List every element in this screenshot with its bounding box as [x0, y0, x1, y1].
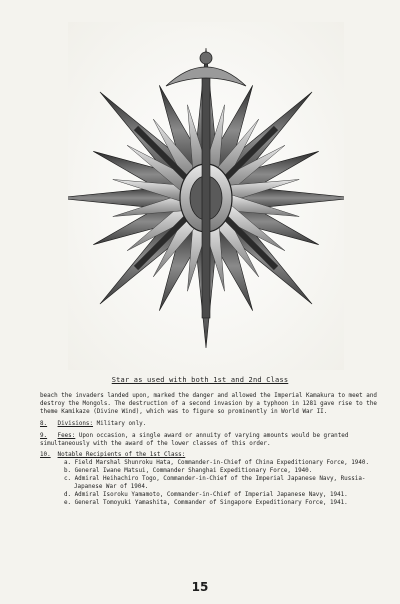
section-recipients [40, 452, 380, 460]
intro-paragraph: beach the invaders landed upon, marked the danger and allowed the Imperial Kamakura to meet and destroy the Mongols. The destruction of a second invasion by a typhoon in 1281 gave rise to the theme Kamikaze (Divine Wind), which was to figure so prominently in World War II. [40, 393, 377, 415]
section-heading: Divisions: [57, 420, 94, 427]
recipients-list [40, 460, 380, 507]
section-text: Upon occasion, a single award or annuity of varying amounts would be granted simultaneously with the award of the lower classes of this order. [40, 432, 349, 447]
figure-caption-text: Star as used with both 1st and 2nd Class [111, 376, 289, 384]
section-number: 8. [40, 420, 48, 427]
list-item: a. Field Marshal Shunroku Hata, Commander-in-Chief of China Expeditionary Force, 1940. [64, 460, 369, 467]
list-item: c. Admiral Heihachiro Togo, Commander-in-Chief of the Imperial Japanese Navy, Russia-Japanese War of 1904. [64, 476, 366, 491]
kite-head [200, 52, 212, 64]
section-number: 9. [40, 432, 48, 439]
section-divisions [40, 421, 380, 429]
star-medal-illustration [68, 22, 344, 370]
medal-photograph [68, 22, 344, 370]
body-text [40, 393, 380, 508]
section-heading: Fees: [57, 432, 76, 439]
section-fees [40, 433, 380, 449]
page-number: 15 [191, 580, 209, 594]
section-text: Military only. [96, 420, 147, 427]
section-heading: Notable Recipients of the 1st Class: [57, 452, 186, 459]
central-staff [202, 78, 210, 318]
section-number: 10. [40, 452, 51, 459]
list-item: b. General Iwane Matsui, Commander Shanghai Expeditionary Force, 1940. [64, 468, 313, 475]
list-item: d. Admiral Isoroku Yamamoto, Commander-in-Chief of Imperial Japanese Navy, 1941. [64, 491, 348, 498]
list-item: e. General Tomoyuki Yamashita, Commander of Singapore Expeditionary Force, 1941. [64, 499, 348, 506]
figure-caption [0, 376, 400, 384]
